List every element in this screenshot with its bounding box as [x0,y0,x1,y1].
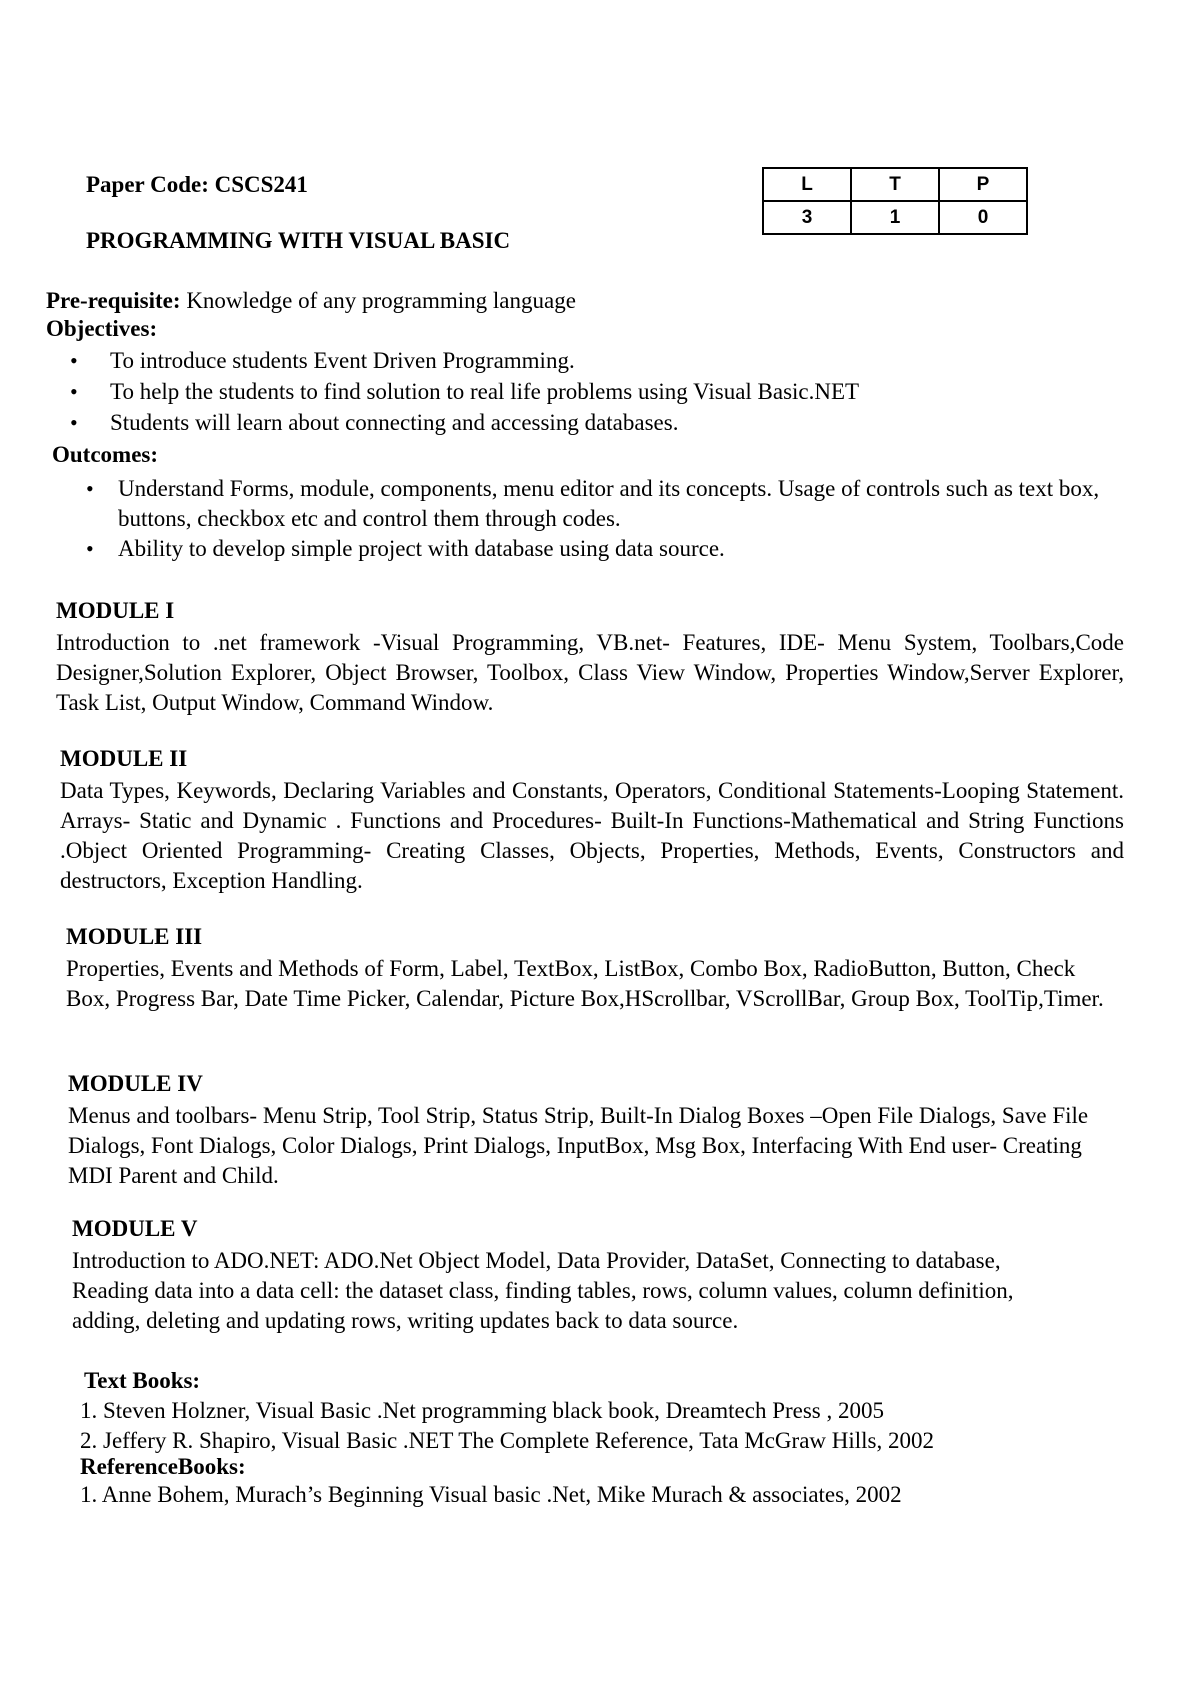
ltp-value-p: 0 [939,201,1027,234]
objectives-heading: Objectives: [46,316,158,341]
text-book-item: 2. Jeffery R. Shapiro, Visual Basic .NET The Complete Reference, Tata McGraw Hills, 2002 [80,1428,934,1453]
outcomes-heading: Outcomes: [52,442,159,467]
outcome-item: • Ability to develop simple project with database using data source. [86,534,1126,564]
ltp-label-row [763,168,1027,201]
objective-item: • To help the students to find solution to real life problems using Visual Basic.NET [70,377,1120,407]
text-books-list [80,1396,934,1456]
objective-item: • Students will learn about connecting and accessing databases. [70,408,1120,438]
text-book-item: 1. Steven Holzner, Visual Basic .Net programming black book, Dreamtech Press , 2005 [80,1398,885,1423]
objectives-list [70,346,1120,439]
module-4-heading: MODULE IV [68,1071,203,1096]
module-5-heading: MODULE V [72,1216,198,1241]
module-3-heading: MODULE III [66,924,203,949]
ltp-value-row [763,201,1027,234]
text-books-heading: Text Books: [84,1368,201,1393]
paper-code: Paper Code: CSCS241 [86,172,308,197]
prerequisite-label: Pre-requisite: [46,288,181,313]
module-1-body: Introduction to .net framework -Visual Programming, VB.net- Features, IDE- Menu System, Toolbars,Code Designer,Solution Explorer, Object Browser, Toolbox, Class View Window, Properties Window,Server Explorer, Task List, Output Window, Command Window. [56,630,1124,715]
module-2-body: Data Types, Keywords, Declaring Variables and Constants, Operators, Conditional Statements-Looping Statement. Arrays- Static and Dynamic . Functions and Procedures- Built-In Functions-Mathematical and String Functions .Object Oriented Programming- Creating Classes, Objects, Properties, Methods, Events, Constructors and destructors, Exception Handling. [60,778,1124,893]
ltp-table [762,167,1028,235]
outcomes-list [86,474,1126,564]
outcome-item: • Understand Forms, module, components, menu editor and its concepts. Usage of controls such as text box, buttons, checkbox etc and control them through codes. [86,474,1126,534]
reference-books-list [80,1480,902,1510]
module-5-body: Introduction to ADO.NET: ADO.Net Object Model, Data Provider, DataSet, Connecting to database, Reading data into a data cell: the dataset class, finding tables, rows, column values, column definition, adding, deleting and updating rows, writing updates back to data source. [72,1248,1014,1333]
prerequisite [46,286,576,316]
reference-books-heading: ReferenceBooks: [80,1454,246,1479]
module-1-heading: MODULE I [56,598,175,623]
ltp-label-p: P [939,168,1027,201]
ltp-label-t: T [851,168,939,201]
course-title: PROGRAMMING WITH VISUAL BASIC [86,228,511,253]
objective-item: • To introduce students Event Driven Programming. [70,346,1120,376]
prerequisite-text: Knowledge of any programming language [180,288,576,313]
module-2-heading: MODULE II [60,746,188,771]
ltp-value-t: 1 [851,201,939,234]
module-3-body: Properties, Events and Methods of Form, Label, TextBox, ListBox, Combo Box, RadioButton, Button, Check Box, Progress Bar, Date Time Picker, Calendar, Picture Box,HScrollbar, VScrollBar, Group Box, ToolTip,Timer. [66,956,1104,1011]
ltp-label-l: L [763,168,851,201]
module-4-body: Menus and toolbars- Menu Strip, Tool Strip, Status Strip, Built-In Dialog Boxes –Open File Dialogs, Save File Dialogs, Font Dialogs, Color Dialogs, Print Dialogs, InputBox, Msg Box, Interfacing With End user- Creating MDI Parent and Child. [68,1103,1089,1188]
ltp-value-l: 3 [763,201,851,234]
reference-book-item: 1. Anne Bohem, Murach’s Beginning Visual basic .Net, Mike Murach & associates, 2002 [80,1482,902,1507]
